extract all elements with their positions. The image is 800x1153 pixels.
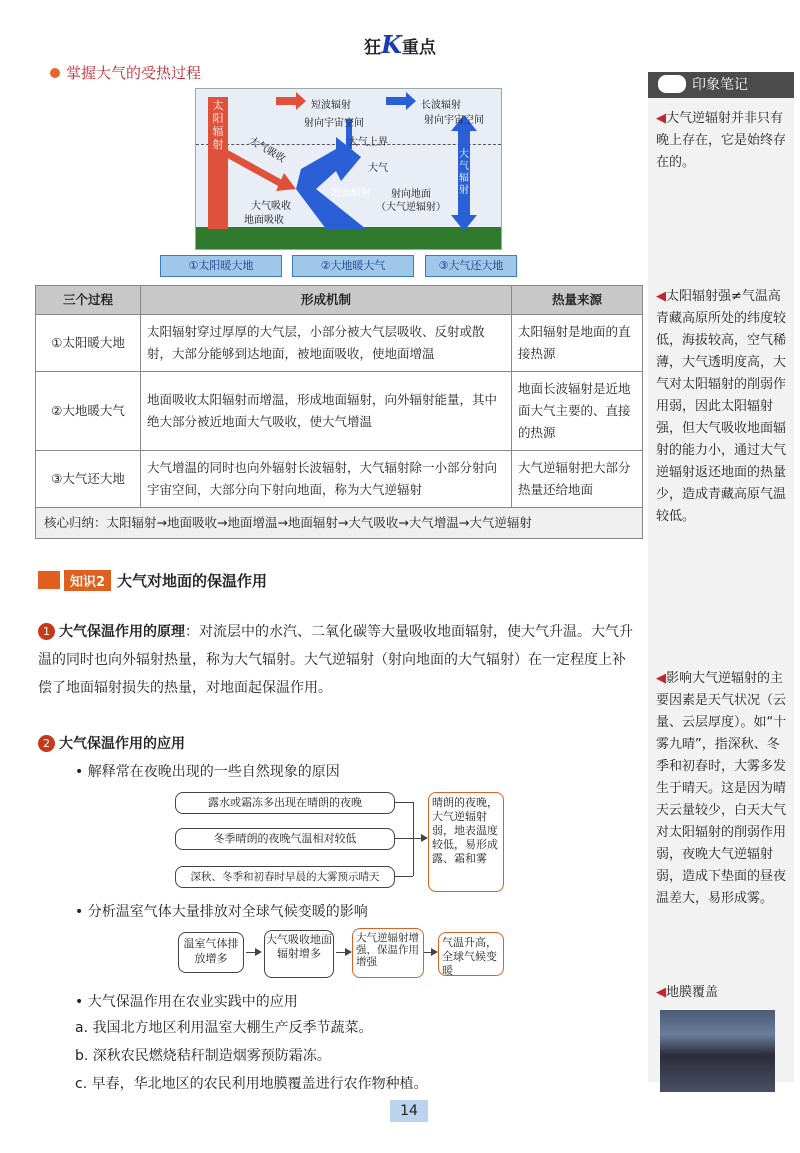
chain-step: 温室气体排放增多 <box>178 932 244 973</box>
table-row: ③大气还大地 大气增温的同时也向外辐射长波辐射，大气辐射除一小部分射向宇宙空间，大部分向下射向地面，称为大气逆辐射 大气逆辐射把大部分热量还给地面 <box>36 451 643 508</box>
plastic-film-photo <box>660 1010 775 1092</box>
page-number: 14 <box>390 1100 428 1122</box>
short-wave-legend-arrow <box>276 92 306 110</box>
solar-radiation-bar: 太 阳 辐 射 <box>208 97 228 229</box>
bullet-phenomena: • 解释常在夜晚出现的一些自然现象的原因 <box>75 764 340 780</box>
space-label-2: 射向宇宙空间 <box>424 115 484 126</box>
arrow-icon <box>414 838 426 839</box>
page-header-brand: 狂K重点 <box>364 30 436 59</box>
arrow-icon <box>246 952 260 953</box>
mechanism-table <box>35 285 643 539</box>
section-title: 掌握大气的受热过程 <box>50 62 201 83</box>
ground-absorb-label: 地面吸收 <box>244 215 284 226</box>
chain-step: 大气吸收地面辐射增多 <box>264 930 334 978</box>
atm-rad-label: 大 气 辐 射 <box>459 149 469 196</box>
reason-box: 晴朗的夜晚，大气逆辐射弱，地表温度较低，易形成露、霜和雾 <box>428 792 504 892</box>
connector-line <box>413 802 414 876</box>
principle-paragraph: 1 大气保温作用的原理：对流层中的水汽、二氧化碳等大量吸收地面辐射，使大气升温。大气升温的同时也向外辐射热量，称为大气辐射。大气逆辐射（射向地面的大气辐射）在一定程度上补偿了地面辐射损失的热量，对地面起保温作用。 <box>38 624 633 696</box>
counter-radiation-label: （大气逆辐射） <box>376 202 446 213</box>
atm-absorb-label: 大气吸收 <box>246 135 288 165</box>
triangle-marker-icon: ◀ <box>656 111 666 126</box>
triangle-marker-icon: ◀ <box>656 985 666 1000</box>
table-row: ②大地暖大气 地面吸收太阳辐射而增温，形成地面辐射，向外辐射能量，其中绝大部分被近地面大气吸收，使大气增温 地面长波辐射是近地面大气主要的、直接的热源 <box>36 372 643 451</box>
stage1-tag: ①太阳暖大地 <box>160 255 282 277</box>
phenomenon-box: 露水或霜冻多出现在晴朗的夜晚 <box>175 792 395 814</box>
long-wave-legend-arrow <box>386 92 416 110</box>
phenomenon-box: 深秋、冬季和初春时早晨的大雾预示晴天 <box>175 866 395 888</box>
space-label: 射向宇宙空间 <box>304 118 364 129</box>
downward-arrowhead <box>451 215 477 231</box>
bullet-agriculture: • 大气保温作用在农业实践中的应用 <box>75 994 298 1010</box>
table-header: 三个过程 <box>36 286 141 315</box>
atm-label: 大气 <box>368 163 388 174</box>
legend-long-label: 长波辐射 <box>421 100 461 111</box>
agri-item: a. 我国北方地区利用温室大棚生产反季节蔬菜。 <box>75 1020 373 1036</box>
elephant-icon <box>658 75 686 93</box>
ground-radiation-arrow <box>296 137 366 229</box>
upper-boundary-label: 大气上界 <box>348 137 388 148</box>
sidebar-note: ◀地膜覆盖 <box>656 985 719 1000</box>
ground-rad-label: 地面辐射 <box>331 188 371 199</box>
sidebar-notes <box>648 72 794 1082</box>
atm-absorb-label-2: 大气吸收 <box>251 201 291 212</box>
legend-short-label: 短波辐射 <box>311 100 351 111</box>
table-header: 形成机制 <box>141 286 512 315</box>
application-heading: 2 大气保温作用的应用 <box>38 730 638 758</box>
book-icon <box>38 571 60 589</box>
table-summary-row: 核心归纳：太阳辐射→地面吸收→地面增温→地面辐射→大气吸收→大气增温→大气逆辐射 <box>36 508 643 539</box>
chain-step: 大气逆辐射增强，保温作用增强 <box>352 928 424 978</box>
agri-item: b. 深秋农民燃烧秸秆制造烟雾预防霜冻。 <box>75 1048 331 1064</box>
stage3-tag: ③大气还大地 <box>425 255 517 277</box>
sidebar-note: ◀影响大气逆辐射的主要因素是天气状况（云量、云层厚度）。如“十雾九晴”，指深秋、冬季和初春时，大雾多发生于晴天。这是因为晴天云量较少，白天大气对太阳辐射的削弱作用弱，夜晚大气逆辐射弱，造成下垫面的昼夜温差大，易形成雾。 <box>656 671 787 906</box>
chain-step: 气温升高，全球气候变暖 <box>438 932 504 976</box>
heating-diagram <box>195 88 502 250</box>
triangle-marker-icon: ◀ <box>656 671 666 686</box>
bullet-greenhouse: • 分析温室气体大量排放对全球气候变暖的影响 <box>75 904 368 920</box>
phenomenon-box: 冬季晴朗的夜晚气温相对较低 <box>175 828 395 850</box>
stage2-tag: ②大地暖大气 <box>292 255 414 277</box>
sidebar-note: ◀大气逆辐射并非只有晚上存在，它是始终存在的。 <box>656 111 787 170</box>
connector-line <box>395 838 413 839</box>
sidebar-note: ◀太阳辐射强≠气温高 青藏高原所处的纬度较低，海拔较高，空气稀薄，大气透明度高，大气对太阳辐射的削弱作用弱，因此太阳辐射强，但大气吸收地面辐射的能力小，通过大气逆辐射返还地面的热量少，造成青藏高原气温较低。 <box>656 289 787 524</box>
sidebar-title: 印象笔记 <box>648 72 794 98</box>
triangle-marker-icon: ◀ <box>656 289 666 304</box>
bullet-dot-icon <box>50 68 60 78</box>
connector-line <box>395 802 413 803</box>
table-row: ①太阳暖大地 太阳辐射穿过厚厚的大气层，小部分被大气层吸收、反射或散射，大部分能够到达地面，被地面吸收，使地面增温 太阳辐射是地面的直接热源 <box>36 315 643 372</box>
knowledge2-heading: 知识2 大气对地面的保温作用 <box>38 570 267 591</box>
arrow-icon <box>424 952 436 953</box>
to-ground-label: 射向地面 <box>391 189 431 200</box>
table-header-row <box>36 286 643 315</box>
table-header: 热量来源 <box>512 286 643 315</box>
arrow-icon <box>336 952 350 953</box>
agri-item: c. 早春，华北地区的农民利用地膜覆盖进行农作物种植。 <box>75 1076 428 1092</box>
connector-line <box>395 876 413 877</box>
